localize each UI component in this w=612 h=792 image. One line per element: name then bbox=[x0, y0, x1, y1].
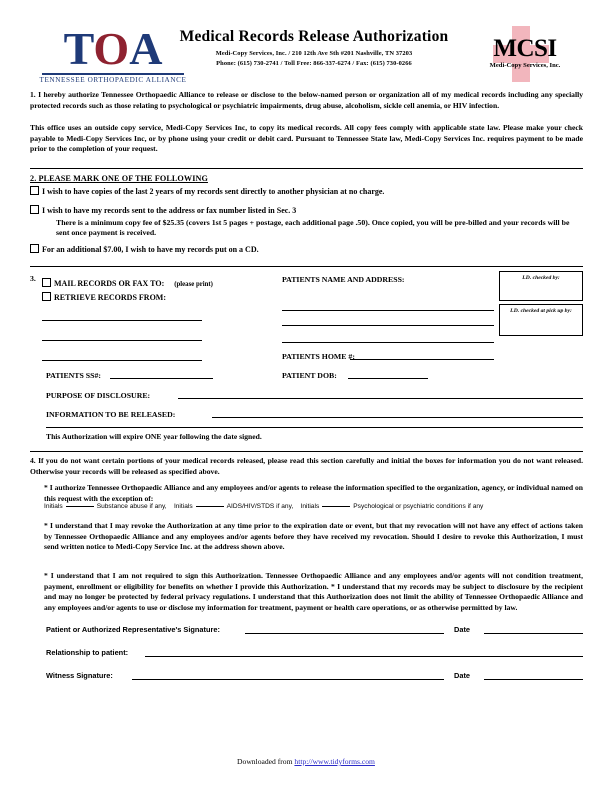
mcsi-logo-subtitle: Medi-Copy Services, Inc. bbox=[489, 62, 561, 69]
mcsi-logo-letters: MCSI bbox=[493, 35, 557, 62]
information-released-label: INFORMATION TO BE RELEASED: bbox=[46, 410, 176, 419]
patient-name-line-1[interactable] bbox=[282, 310, 494, 311]
patient-signature-label: Patient or Authorized Representative's Signature: bbox=[46, 625, 220, 634]
date-label-1: Date bbox=[454, 625, 471, 634]
patient-signature-input-line[interactable] bbox=[245, 633, 444, 634]
option-row-2 bbox=[30, 205, 583, 216]
mail-address-line-3[interactable] bbox=[42, 360, 202, 361]
purpose-of-disclosure-label: PURPOSE OF DISCLOSURE: bbox=[46, 391, 151, 400]
toa-logo-letters bbox=[38, 23, 188, 74]
date-input-line-1[interactable] bbox=[484, 633, 583, 634]
relationship-input-line[interactable] bbox=[145, 656, 583, 657]
mail-address-line-2[interactable] bbox=[42, 340, 202, 341]
section1-paragraph: 1. I hereby authorize Tennessee Orthopaedic Alliance to release or disclose to the below-named person or organization all of my medical records including any specially protected records such as those relating to psychological or psychiatric impairments, drug abuse, alcoholism, sickle cell anemia, or HIV infection. bbox=[30, 90, 583, 110]
initials-input-2[interactable] bbox=[196, 506, 224, 507]
divider-section4-top bbox=[30, 451, 583, 452]
section4-paragraph: 4. If you do not want certain portions of your medical records released, please read this section carefully and initial the boxes for information you do not want released. Otherwise your records will be released as specified above. bbox=[30, 456, 583, 476]
retrieve-records-label: RETRIEVE RECORDS FROM: bbox=[54, 293, 167, 302]
checkbox-mail-records[interactable] bbox=[42, 278, 51, 287]
initials-label-3: Initials bbox=[300, 503, 320, 510]
toa-letter-a: A bbox=[129, 23, 163, 74]
mcsi-logo bbox=[465, 24, 585, 86]
initials-input-3[interactable] bbox=[322, 506, 350, 507]
patients-ss-input-line[interactable] bbox=[110, 378, 213, 379]
patients-home-label: PATIENTS HOME #: bbox=[282, 352, 355, 361]
divider-expiration bbox=[46, 427, 583, 428]
initials-input-1[interactable] bbox=[66, 506, 94, 507]
witness-signature-input-line[interactable] bbox=[132, 679, 444, 680]
id-checked-by-label: I.D. checked by: bbox=[522, 275, 560, 281]
patient-name-line-3[interactable] bbox=[282, 342, 494, 343]
retrieve-records-row bbox=[42, 287, 166, 305]
initials-item-3: Psychological or psychiatric conditions if any bbox=[353, 503, 484, 510]
please-print-hint: (please print) bbox=[174, 281, 213, 288]
toa-logo-subtitle: TENNESSEE ORTHOPAEDIC ALLIANCE bbox=[39, 76, 187, 84]
option-3-label: For an additional $7.00, I wish to have my records put on a CD. bbox=[42, 245, 259, 254]
initials-item-1: Substance abuse if any, bbox=[96, 503, 167, 510]
date-label-2: Date bbox=[454, 671, 471, 680]
initials-label-2: Initials bbox=[173, 503, 193, 510]
mail-address-line-1[interactable] bbox=[42, 320, 202, 321]
option-1-label: I wish to have copies of the last 2 years of my records sent directly to another physician at no charge. bbox=[42, 187, 385, 196]
footer-prefix: Downloaded from bbox=[237, 757, 295, 766]
not-required-paragraph: * I understand that I am not required to sign this Authorization. Tennessee Orthopaedic Alliance and any employees and/or agents will not condition treatment, payment, enrollment or eligibility for benefits on whether I provide this Authorization. * I understand that my records may be subject to disclosure by the recipient and may no longer be protected by federal privacy regulations. I understand that this Authorization does not limit the ability of Tennessee Orthopaedic Alliance and any employees and/or agents to use or disclose my information for treatment, payment or health care operations, or as otherwise permitted by law. bbox=[44, 571, 583, 612]
section2-heading: 2. PLEASE MARK ONE OF THE FOLLOWING bbox=[30, 174, 208, 183]
purpose-input-line[interactable] bbox=[178, 398, 583, 399]
revocation-paragraph: * I understand that I may revoke the Authorization at any time prior to the expiration date or event, but that my revocation will not have any effect of actions taken by Tennessee Orthopaedic Alliance and any employees and/or agents before they have received my revocation. Should I desire to revoke this Authorization, I must send written notice to Medi-Copy Service Inc. at the address shown above. bbox=[44, 521, 583, 552]
information-input-line[interactable] bbox=[212, 417, 583, 418]
document-header bbox=[0, 24, 612, 86]
relationship-label: Relationship to patient: bbox=[46, 648, 129, 657]
patients-ss-label: PATIENTS SS#: bbox=[46, 371, 101, 380]
mail-records-label: MAIL RECORDS OR FAX TO: bbox=[54, 279, 165, 288]
id-checked-box[interactable] bbox=[499, 271, 583, 301]
patient-name-line-2[interactable] bbox=[282, 325, 494, 326]
patients-home-input-line[interactable] bbox=[350, 359, 494, 360]
section3-number: 3. bbox=[30, 274, 36, 283]
expiration-note: This Authorization will expire ONE year following the date signed. bbox=[46, 432, 262, 441]
checkbox-retrieve-records[interactable] bbox=[42, 292, 51, 301]
option-row-1 bbox=[30, 186, 583, 197]
patient-dob-label: PATIENT DOB: bbox=[282, 371, 337, 380]
option-2-fee-note: There is a minimum copy fee of $25.35 (covers 1st 5 pages + postage, each additional page .50). Once copied, you will be pre-billed and your records will be sent once payment is received. bbox=[56, 218, 570, 237]
section1-copy-service-paragraph: This office uses an outside copy service, Medi-Copy Services Inc, to copy its medical records. All copy fees comply with applicable state law. Please make your check payable to Medi-Copy Services Inc, or by phone using your credit or debit card. Pursuant to Tennessee State law, Medi-Copy Services Inc. requires payment to be made prior to the completion of your request. bbox=[30, 123, 583, 154]
divider-section2-top bbox=[30, 168, 583, 169]
divider-section3-top bbox=[30, 266, 583, 267]
option-2-label: I wish to have my records sent to the address or fax number listed in Sec. 3 bbox=[42, 206, 297, 215]
toa-letter-o: O bbox=[93, 23, 130, 74]
checkbox-option-2[interactable] bbox=[30, 205, 39, 214]
patients-name-address-label: PATIENTS NAME AND ADDRESS: bbox=[282, 275, 405, 284]
id-checked-pickup-box[interactable] bbox=[499, 304, 583, 336]
page-title: Medical Records Release Authorization bbox=[179, 28, 449, 45]
company-phone: Phone: (615) 730-2741 / Toll Free: 866-337-6274 / Fax: (615) 730-0266 bbox=[216, 60, 412, 67]
id-checked-pickup-label: I.D. checked at pick up by: bbox=[510, 308, 572, 314]
authorize-paragraph: * I authorize Tennessee Orthopaedic Alliance and any employees and/or agents to release the information specified to the organization, agency, or individual named on this request with the exception of: bbox=[44, 483, 583, 503]
footer bbox=[0, 757, 612, 766]
toa-logo bbox=[38, 23, 188, 84]
initials-label-1: Initials bbox=[44, 503, 63, 510]
toa-letter-t: T bbox=[63, 23, 94, 74]
checkbox-option-3[interactable] bbox=[30, 244, 39, 253]
option-row-3 bbox=[30, 244, 583, 255]
title-block bbox=[168, 28, 460, 67]
footer-link[interactable]: http://www.tidyforms.com bbox=[294, 757, 375, 766]
patient-dob-input-line[interactable] bbox=[348, 378, 428, 379]
date-input-line-2[interactable] bbox=[484, 679, 583, 680]
mcsi-logo-text bbox=[465, 36, 585, 69]
checkbox-option-1[interactable] bbox=[30, 186, 39, 195]
witness-signature-label: Witness Signature: bbox=[46, 671, 113, 680]
initials-row bbox=[44, 503, 583, 510]
company-address: Medi-Copy Services, Inc. / 210 12th Ave Sth #201 Nashville, TN 37203 bbox=[215, 50, 413, 57]
initials-item-2: AIDS/HIV/STDS if any, bbox=[226, 503, 294, 510]
